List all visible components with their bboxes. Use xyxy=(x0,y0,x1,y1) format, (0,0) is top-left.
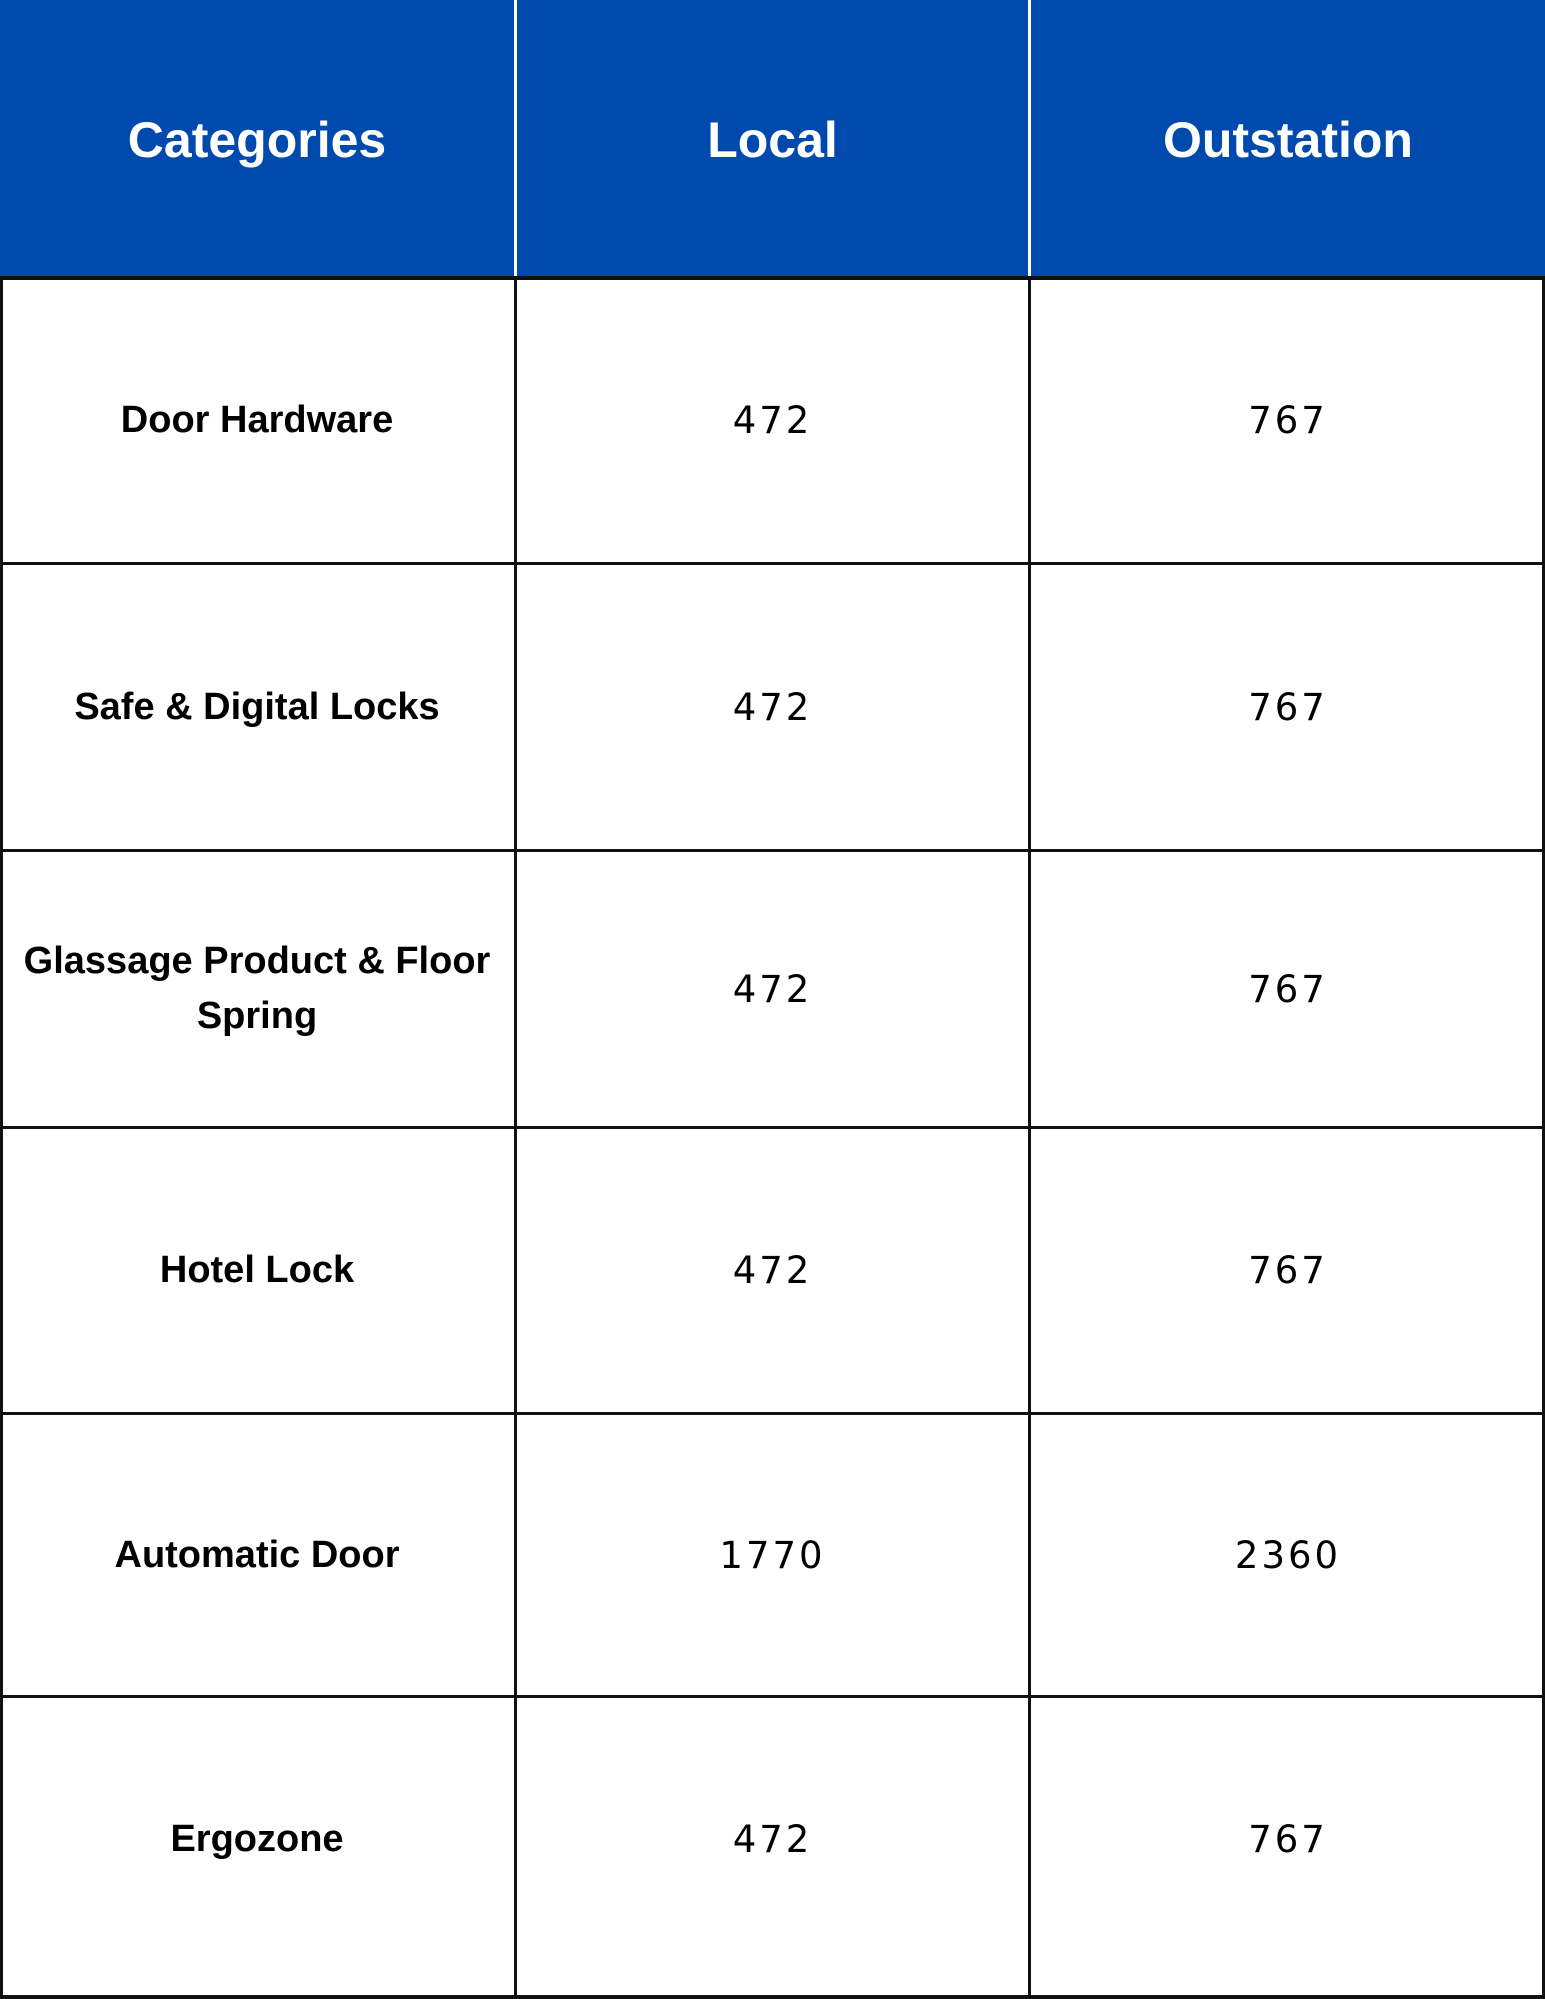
table-row xyxy=(0,565,1545,849)
local-cell: 472 xyxy=(732,1249,813,1292)
local-cell: 1770 xyxy=(719,1533,826,1577)
local-cell: 472 xyxy=(732,967,813,1011)
category-cell: Ergozone xyxy=(170,1818,344,1860)
category-cell: Safe & Digital Locks xyxy=(74,685,440,728)
table-row xyxy=(0,852,1545,1126)
table-left-border xyxy=(0,279,3,1999)
category-cell: Hotel Lock xyxy=(159,1249,355,1291)
table-header xyxy=(0,0,1545,279)
header-categories: Categories xyxy=(127,111,387,168)
category-cell: Door Hardware xyxy=(120,399,394,441)
column-divider xyxy=(514,279,517,1999)
outstation-cell: 767 xyxy=(1248,967,1328,1011)
local-cell: 472 xyxy=(732,399,813,442)
outstation-cell: 767 xyxy=(1248,1249,1328,1292)
table-row xyxy=(0,279,1545,562)
table-row xyxy=(0,1129,1545,1412)
table-row xyxy=(0,1698,1545,1981)
category-cell: Glassage Product & Floor Spring xyxy=(23,940,491,1037)
outstation-cell: 2360 xyxy=(1234,1533,1342,1577)
table-bottom-border xyxy=(0,1995,1545,1999)
local-cell: 472 xyxy=(732,1818,813,1861)
table-row xyxy=(0,1415,1545,1695)
category-cell: Automatic Door xyxy=(114,1533,400,1576)
column-divider xyxy=(1028,279,1031,1999)
outstation-cell: 767 xyxy=(1248,399,1328,442)
header-outstation: Outstation xyxy=(1163,111,1413,168)
outstation-cell: 767 xyxy=(1248,1818,1328,1861)
outstation-cell: 767 xyxy=(1248,685,1328,729)
header-local: Local xyxy=(707,111,838,168)
local-cell: 472 xyxy=(732,685,813,729)
